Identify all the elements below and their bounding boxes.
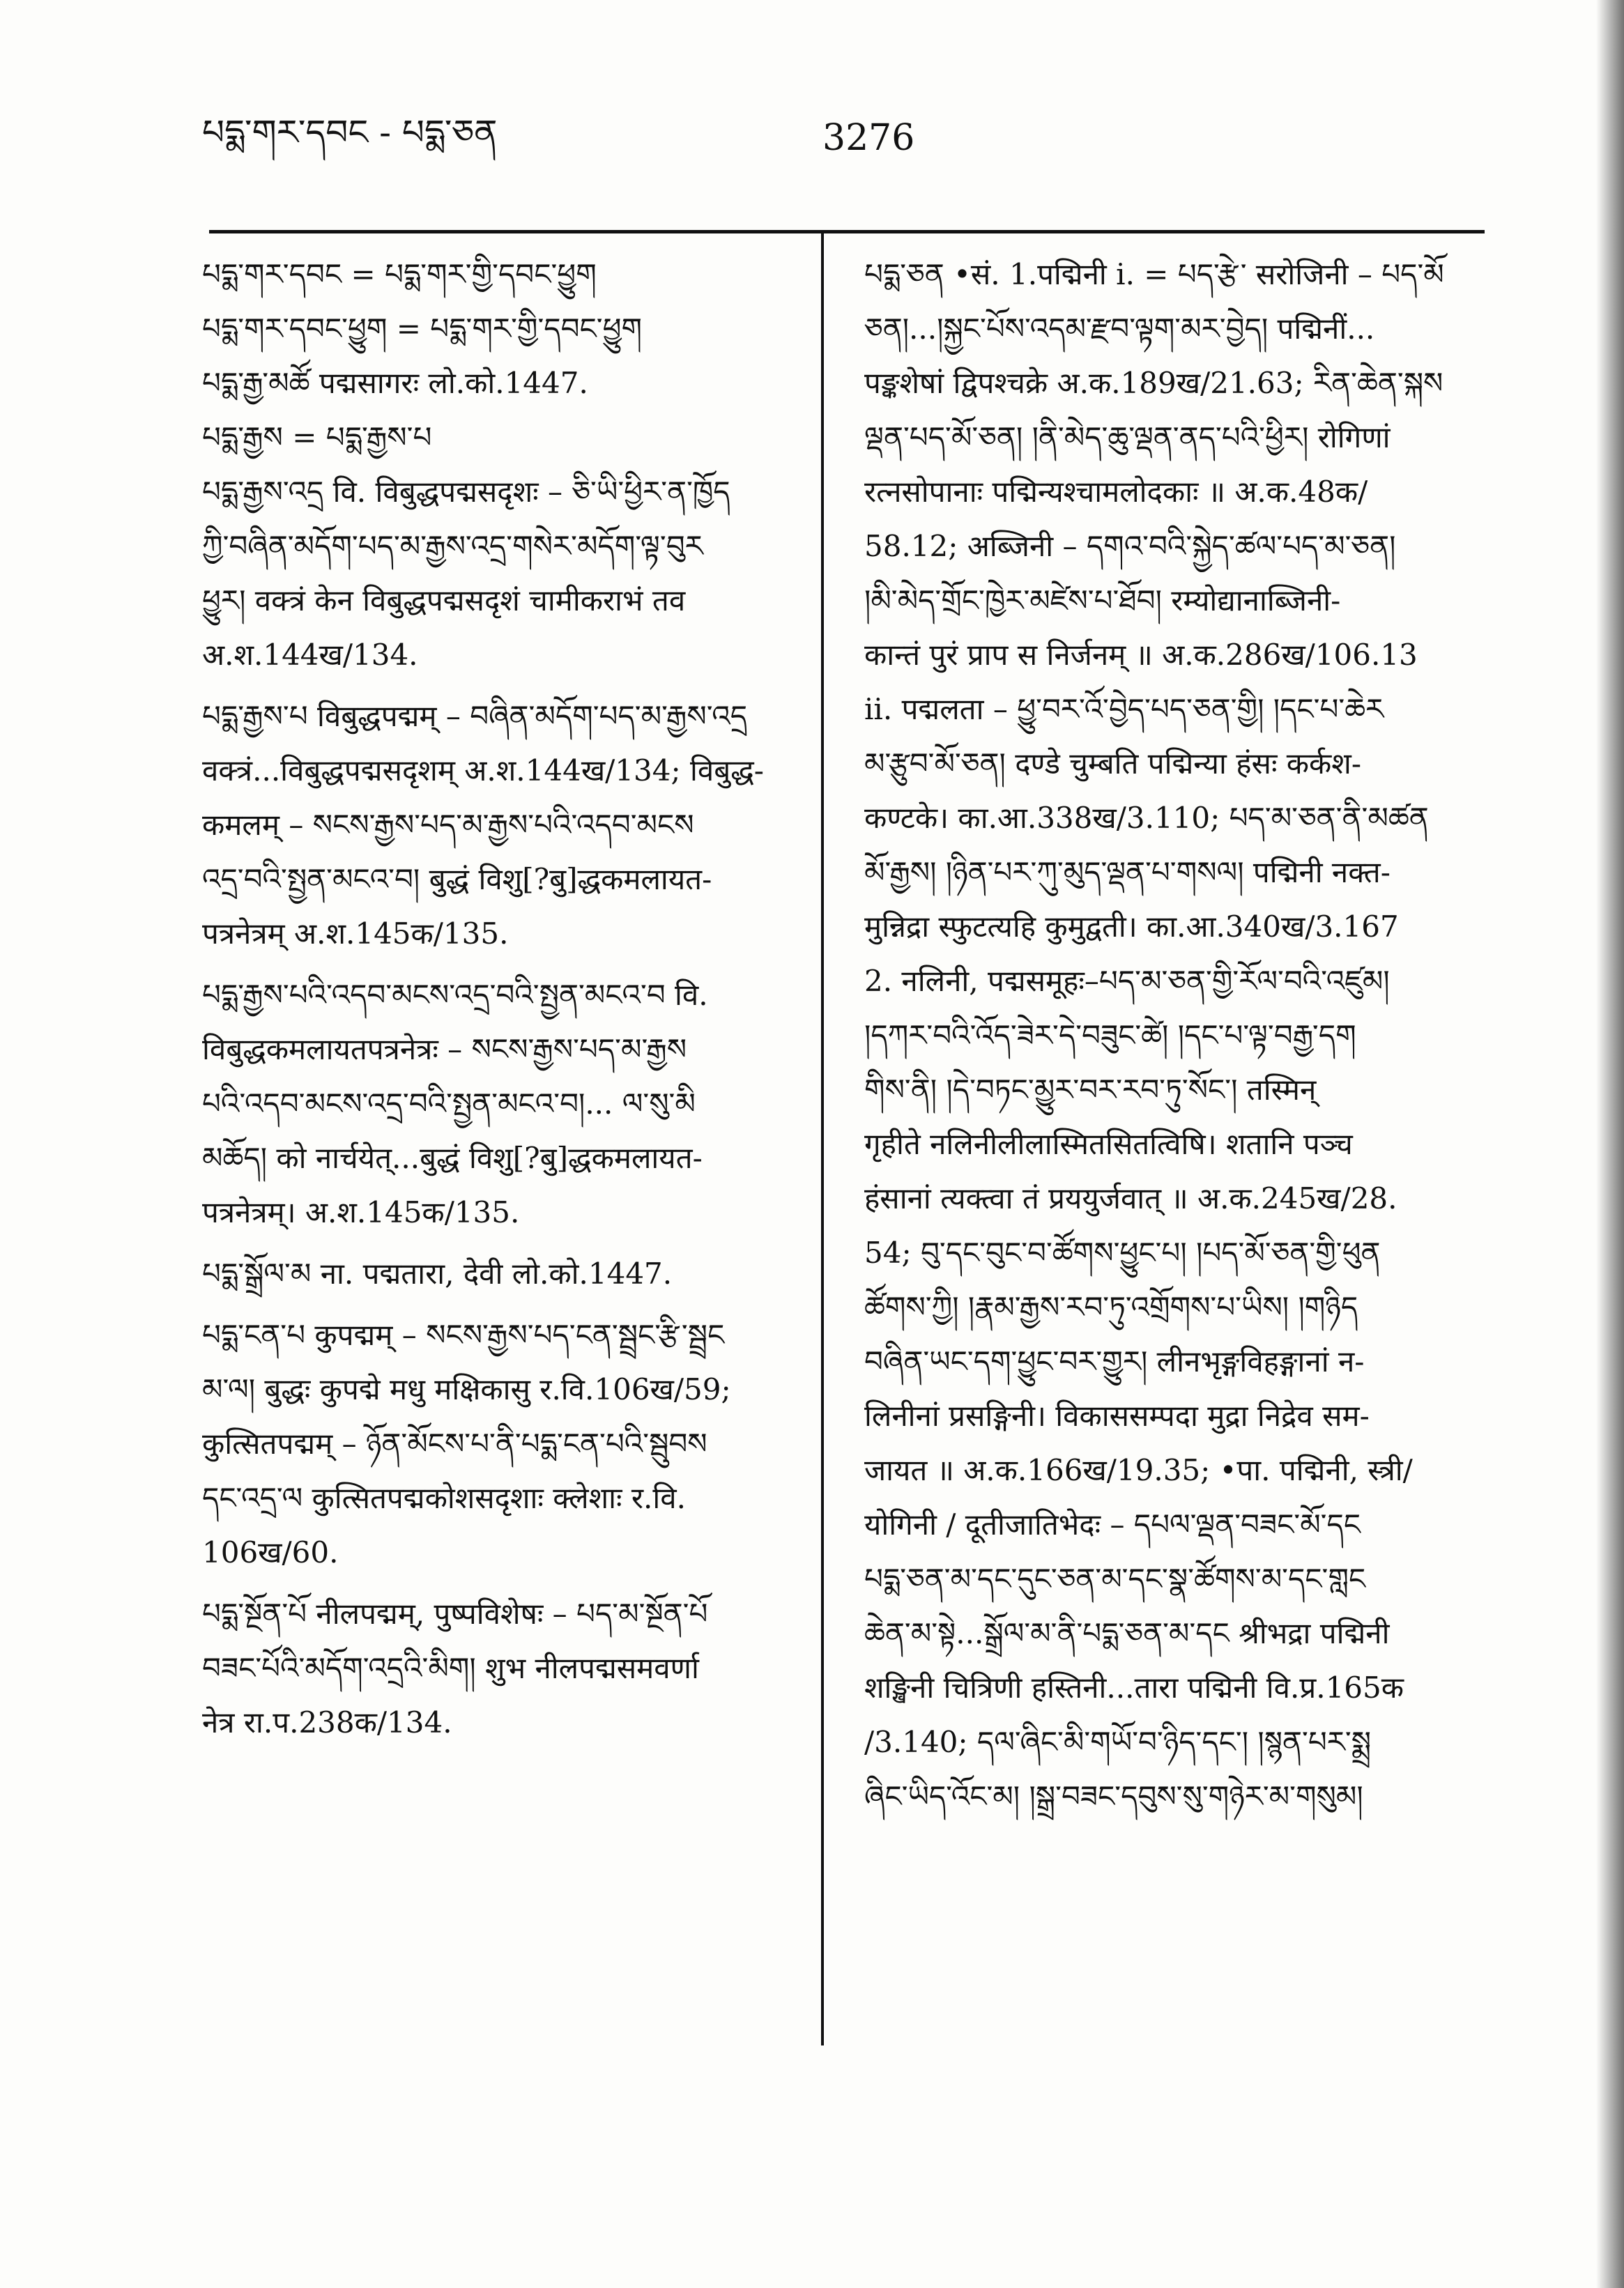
entry-line: ཕྱུར། वक्त्रं केन विबुद्धपद्मसदृशं चामीकराभं तव — [202, 583, 686, 617]
entry-line: བཞིན་ཡང་དག་ཕྱུང་བར་གྱུར། लीनभृङ्गविहङ्गानां न- — [864, 1344, 1365, 1379]
entry-line: ལྡན་པད་མོ་ཅན། །ནི་མེད་ཆུ་ལྡན་ནད་པའི་ཕྱིར། रोगिणां — [864, 420, 1391, 454]
entry-line: འདྲ་བའི་སྤྱན་མངའ་བ། बुद्धं विशु[?बु]द्धकमलायत- — [202, 862, 712, 896]
entry-line: ཀྱི་བཞིན་མདོག་པད་མ་རྒྱས་འདྲ་གསེར་མདོག་ལྟ་བུར — [202, 529, 703, 563]
entry-line: 2. नलिनी, पद्मसमूहः–པད་མ་ཅན་གྱི་རོལ་བའི་འཛུམ། — [864, 964, 1390, 998]
entry-line: पङ्कशेषां द्विपश्चक्रे अ.क.189ख/21.63; རིན་ཆེན་སྐས — [864, 366, 1443, 400]
entry-line: མ་རྩུབ་མོ་ཅན། दण्डे चुम्बति पद्मिन्या हंसः कर्कश- — [864, 746, 1362, 781]
entry-gap — [202, 1240, 802, 1247]
entry-line: पत्रनेत्रम्। अ.श.145क/135. — [202, 1195, 520, 1229]
entry-line: अ.श.144ख/134. — [202, 638, 418, 672]
entry-line: མོ་རྒྱས། །ཉིན་པར་ཀུ་མུད་ལྡན་པ་གསལ། पद्मिनी नक्त- — [864, 855, 1391, 889]
entry-gap — [202, 1301, 802, 1308]
entry-line: ཅན།...།སྐྱང་པོས་འདམ་རྫབ་ལྟག་མར་བྱེད། पद्मिनीं... — [864, 312, 1375, 346]
entry-line: कमलम् – སངས་རྒྱས་པད་མ་རྒྱས་པའི་འདབ་མངས — [202, 808, 694, 842]
entry-line: པདྨ་རྒྱས་པའི་འདབ་མངས་འདྲ་བའི་སྤྱན་མངའ་བ वि. — [202, 978, 708, 1012]
column-divider — [821, 233, 824, 2045]
entry-line: གིས་ནི། །དེ་བཏང་མྱུར་བར་རབ་ཏུ་སོང་། तस्मिन् — [864, 1073, 1317, 1107]
entry-line: བཟང་པོའི་མདོག་འདྲའི་མིག། शुभ नीलपद्मसमवर्णा — [202, 1651, 699, 1685]
entry-line: कुत्सितपद्मम् – ཉོན་མོངས་པ་ནི་པདྨ་ངན་པའི་སྦུབས — [202, 1427, 707, 1461]
page-number: 3276 — [822, 117, 915, 159]
entry-line: हंसानां त्यक्त्वा तं प्रययुर्जवात् ॥ अ.क.245ख/28. — [864, 1181, 1397, 1215]
entry-line: 54; བུ་དང་བུང་བ་ཚོགས་ཕྱུང་པ། །པད་མོ་ཅན་གྱི་ཕུན — [864, 1236, 1381, 1270]
entry-line: པདྨ་སྔོན་པོ नीलपद्मम्, पुष्पविशेषः – པད་མ་སྔོན་པོ — [202, 1597, 708, 1631]
entry-line: པདྨ་རྒྱས་པ विबुद्धपद्मम् – བཞིན་མདོག་པད་མ་རྒྱས་འདྲ — [202, 699, 748, 733]
entry-line: ཚོགས་ཀྱི། །རྣམ་རྒྱས་རབ་ཏུ་འགྲོགས་པ་ཡིས། །གཉིད — [864, 1290, 1358, 1324]
entry-line: པདྨ་རྒྱས་འདྲ वि. विबुद्धपद्मसदृशः – ཅི་ཡི་ཕྱིར་ན་ཁྱོད — [202, 475, 730, 509]
running-head: པདྨ་གར་དབང - པདྨ་ཅན — [202, 112, 498, 153]
entry-line: པདྨ་ཅན་མ་དང་དུང་ཅན་མ་དང་སྣ་ཚོགས་མ་དང་གླང — [864, 1562, 1366, 1596]
entry-line: /3.140; དལ་ཞིང་མི་གཡོ་བ་ཉིད་དང་། །སྙན་པར་སྨྲ — [864, 1725, 1372, 1759]
entry-line: नेत्र रा.प.238क/134. — [202, 1705, 452, 1740]
entry-line: शङ्खिनी चित्रिणी हस्तिनी...तारा पद्मिनी वि.प्र.165क — [864, 1671, 1404, 1705]
left-column — [202, 247, 802, 1750]
entry-line: དང་འདྲ་ལ कुत्सितपद्मकोशसदृशाः क्लेशाः र.वि. — [202, 1481, 686, 1515]
entry-line: विबुद्धकमलायतपत्रनेत्रः – སངས་རྒྱས་པད་མ་རྒྱས — [202, 1032, 687, 1066]
entry-line: ཆེན་མ་སྟེ...སྒྲོལ་མ་ནི་པདྨ་ཅན་མ་དང श्रीभद्रा पद्मिनी — [864, 1616, 1390, 1650]
entry-line: པདྨ་སྒྲོལ་མ ना. पद्मतारा, देवी लो.को.1447. — [202, 1257, 673, 1291]
entry-line: པའི་འདབ་མངས་འདྲ་བའི་སྤྱན་མངའ་བ།... ལ་སུ་མི — [202, 1087, 696, 1121]
entry-line: པདྨ་ཅན •सं. 1.पद्मिनी i. = པད་རྩེ་ सरोजिनी – པད་མོ — [864, 257, 1444, 291]
entry-line: योगिनी / दूतीजातिभेदः – དཔལ་ལྡན་བཟང་མོ་དང — [864, 1507, 1361, 1542]
entry-line: །དཀར་བའི་འོད་ཟེར་དེ་བཟུང་ཚེ། །དང་པ་ལྟ་བརྒྱ་དག — [864, 1018, 1356, 1052]
entry-gap — [202, 1580, 802, 1587]
entry-line: ii. पद्मलता – ཕྱུ་བར་འོ་བྱེད་པད་ཅན་གྱི། །དང་པ་ཆེར — [864, 692, 1384, 726]
right-column — [864, 247, 1485, 1824]
entry-line: མ་ལ། बुद्धः कुपद्मे मधु मक्षिकासु र.वि.106ख/59; — [202, 1372, 731, 1406]
header-rule — [209, 230, 1485, 233]
entry-line: गृहीते नलिनीलीलास्मितसितत्विषि। शतानि पञ्च — [864, 1127, 1353, 1161]
entry-line: लिनीनां प्रसङ्गिनी। विकाससम्पदा मुद्रा निद्रेव सम- — [864, 1399, 1370, 1433]
entry-gap — [202, 961, 802, 968]
entry-line: པདྨ་གར་དབང་ཕྱུག = པདྨ་གར་གྱི་དབང་ཕྱུག — [202, 312, 643, 346]
entry-line: པདྨ་གར་དབང = པདྨ་གར་གྱི་དབང་ཕྱུག — [202, 257, 597, 291]
entry-line: वक्त्रं...विबुद्धपद्मसदृशम् अ.श.144ख/134; विबुद्ध- — [202, 753, 764, 788]
entry-line: པདྨ་ངན་པ कुपद्मम् – སངས་རྒྱས་པད་ངན་སྦྲང་རྩི་སྦྲང — [202, 1318, 725, 1352]
entry-line: 58.12; अब्जिनी – དགའ་བའི་སྐྱེད་ཚལ་པད་མ་ཅན། — [864, 529, 1396, 563]
entry-gap — [202, 682, 802, 689]
entry-line: जायत ॥ अ.क.166ख/19.35; •पा. पद्मिनी, स्त्री/ — [864, 1453, 1413, 1487]
page-edge-shadow — [1596, 0, 1624, 2288]
entry-line: कान्तं पुरं प्राप स निर्जनम् ॥ अ.क.286ख/106.13 — [864, 638, 1418, 672]
entry-line: མཆོད། को नार्चयेत्...बुद्धं विशु[?बु]द्धकमलायत- — [202, 1141, 703, 1175]
entry-line: मुन्निद्रा स्फुटत्यहि कुमुद्वती। का.आ.340ख/3.167 — [864, 909, 1399, 944]
entry-line: ཞིང་ཡིད་འོང་མ། །སྒྲ་བཟང་དབུས་སུ་གཉེར་མ་གསུམ། — [864, 1779, 1363, 1813]
entry-line: पत्रनेत्रम् अ.श.145क/135. — [202, 916, 509, 951]
entry-line: रत्नसोपानाः पद्मिन्यश्चामलोदकाः ॥ अ.क.48क/ — [864, 475, 1368, 509]
entry-line: 106ख/60. — [202, 1535, 339, 1569]
entry-line: པདྨ་རྒྱས = པདྨ་རྒྱས་པ — [202, 420, 432, 454]
entry-line: །མི་མེད་གྲོང་ཁྱེར་མཛེས་པ་ཐོབ། रम्योद्यानाब्जिनी- — [864, 583, 1341, 617]
entry-line: པདྨ་རྒྱ་མཚོ पद्मसागरः लो.को.1447. — [202, 366, 588, 400]
entry-line: कण्टके। का.आ.338ख/3.110; པད་མ་ཅན་ནི་མཚན — [864, 801, 1429, 835]
